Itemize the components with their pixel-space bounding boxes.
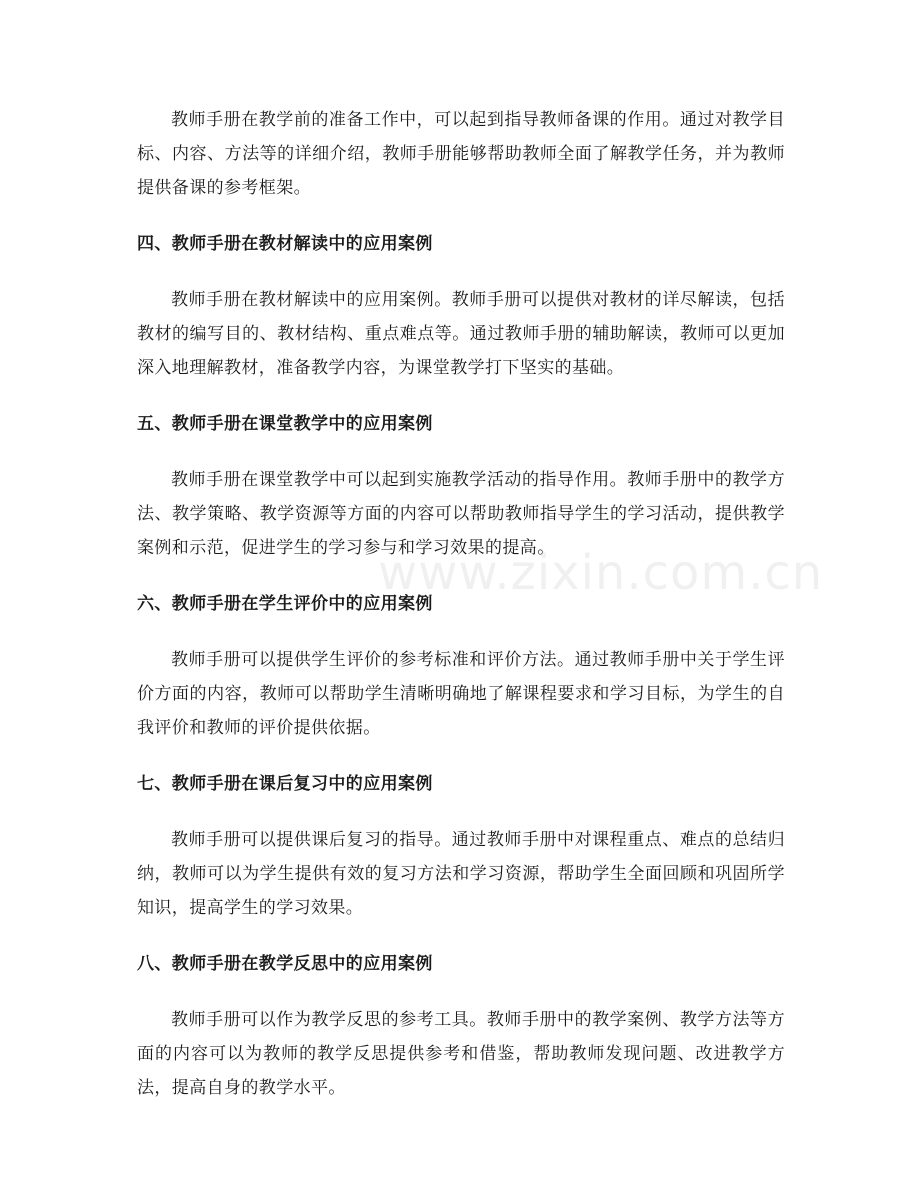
section-heading: 七、教师手册在课后复习中的应用案例 bbox=[137, 774, 433, 794]
intro-paragraph: 教师手册在教学前的准备工作中，可以起到指导教师备课的作用。通过对教学目标、内容、方法等的详细介绍，教师手册能够帮助教师全面了解教学任务，并为教师提供备课的参考框架。 bbox=[137, 110, 785, 198]
section-6 bbox=[137, 587, 785, 745]
section-paragraph: 教师手册可以提供课后复习的指导。通过教师手册中对课程重点、难点的总结归纳，教师可以为学生提供有效的复习方法和学习资源，帮助学生全面回顾和巩固所学知识，提高学生的学习效果。 bbox=[137, 830, 785, 918]
document-body bbox=[137, 103, 785, 1105]
section-4 bbox=[137, 227, 785, 385]
section-paragraph: 教师手册在教材解读中的应用案例。教师手册可以提供对教材的详尽解读，包括教材的编写目的、教材结构、重点难点等。通过教师手册的辅助解读，教师可以更加深入地理解教材，准备教学内容，为课堂教学打下坚实的基础。 bbox=[137, 290, 785, 378]
section-paragraph: 教师手册在课堂教学中可以起到实施教学活动的指导作用。教师手册中的教学方法、教学策略、教学资源等方面的内容可以帮助教师指导学生的学习活动，提供教学案例和示范，促进学生的学习参与和学习效果的提高。 bbox=[137, 470, 785, 558]
section-heading: 五、教师手册在课堂教学中的应用案例 bbox=[137, 414, 433, 434]
watermark: www.zixin.com.cn bbox=[378, 545, 824, 601]
section-heading: 六、教师手册在学生评价中的应用案例 bbox=[137, 594, 433, 614]
section-heading: 四、教师手册在教材解读中的应用案例 bbox=[137, 234, 433, 254]
section-8 bbox=[137, 947, 785, 1105]
section-heading: 八、教师手册在教学反思中的应用案例 bbox=[137, 954, 433, 974]
section-paragraph: 教师手册可以作为教学反思的参考工具。教师手册中的教学案例、教学方法等方面的内容可以为教师的教学反思提供参考和借鉴，帮助教师发现问题、改进教学方法，提高自身的教学水平。 bbox=[137, 1010, 785, 1098]
section-5 bbox=[137, 407, 785, 565]
section-7 bbox=[137, 767, 785, 925]
section-paragraph: 教师手册可以提供学生评价的参考标准和评价方法。通过教师手册中关于学生评价方面的内容，教师可以帮助学生清晰明确地了解课程要求和学习目标，为学生的自我评价和教师的评价提供依据。 bbox=[137, 650, 785, 738]
